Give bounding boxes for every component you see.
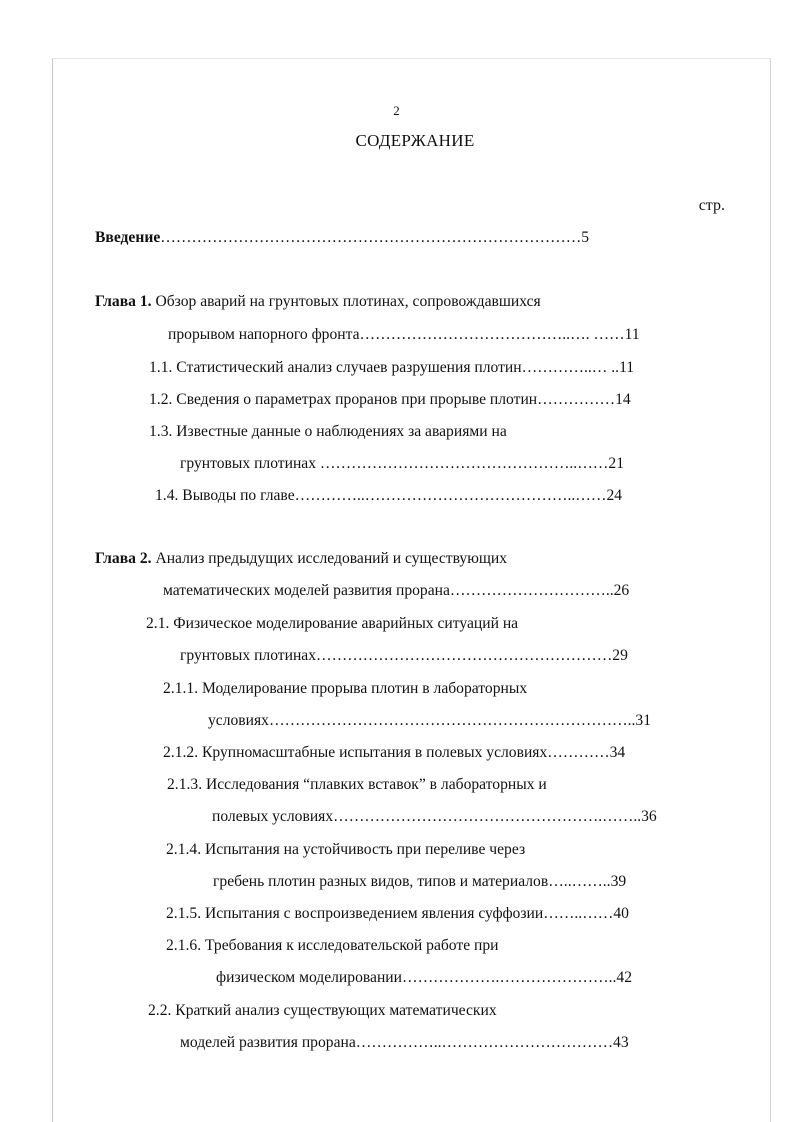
toc-entry-2-1-4-line2: гребень плотин разных видов, типов и материалов…..……..39 [213, 873, 627, 890]
toc-entry-2-1-line1: 2.1. Физическое моделирование аварийных ситуаций на [146, 615, 519, 632]
toc-entry-1-1: 1.1. Статистический анализ случаев разрушения плотин…………..… ..11 [149, 359, 635, 376]
scan-border-right [770, 58, 771, 1122]
toc-entry-2-1-1-line2: условиях……………………………………………………………..31 [208, 712, 652, 729]
scan-border-left [52, 58, 53, 1122]
toc-chapter-2-line1 [95, 549, 507, 569]
toc-entry-2-2-line2: моделей развития прорана……………..……………………………43 [180, 1034, 629, 1051]
toc-entry-2-1-2: 2.1.2. Крупномасштабные испытания в полевых условиях…………34 [163, 744, 626, 761]
toc-entry-2-1-3-line2: полевых условиях…………………………………………….……..36 [212, 808, 657, 825]
toc-chapter-1-line2: прорывом напорного фронта…………………………………..…. ……11 [168, 326, 640, 343]
toc-entry-2-1-3-line1: 2.1.3. Исследования “плавких вставок” в лабораторных и [167, 776, 547, 793]
chapter-2-title: Анализ предыдущих исследований и существующих [155, 550, 507, 567]
toc-entry-2-1-6-line2: физическом моделировании……………….…………………..42 [216, 969, 632, 986]
toc-entry-2-1-1-line1: 2.1.1. Моделирование прорыва плотин в лабораторных [163, 680, 528, 697]
toc-entry-1-3-line2: грунтовых плотинах …………………………………………..……21 [180, 455, 624, 472]
chapter-1-title: Обзор аварий на грунтовых плотинах, сопровождавшихся [155, 293, 541, 310]
toc-entry-intro [95, 228, 589, 248]
toc-entry-1-4: 1.4. Выводы по главе…………..…………………………………..……24 [155, 487, 623, 504]
toc-chapter-1-line1 [95, 292, 541, 312]
toc-entry-2-1-4-line1: 2.1.4. Испытания на устойчивость при переливе через [166, 841, 526, 858]
toc-entry-2-1-5: 2.1.5. Испытания с воспроизведением явления суффозии……..……40 [166, 905, 629, 922]
toc-entry-intro-dots: ……………………………………………………………………… [160, 229, 582, 246]
page-column-label: стр. [698, 197, 725, 214]
scan-border-top [52, 58, 770, 59]
toc-entry-intro-page: 5 [581, 229, 590, 246]
toc-entry-2-2-line1: 2.2. Краткий анализ существующих математических [148, 1002, 497, 1019]
toc-entry-1-2: 1.2. Сведения о параметрах проранов при прорыве плотин……………14 [149, 391, 631, 408]
chapter-2-prefix: Глава 2. [95, 550, 152, 567]
toc-entry-intro-label: Введение [95, 229, 161, 246]
toc-entry-1-3-line1: 1.3. Известные данные о наблюдениях за авариями на [149, 423, 507, 440]
chapter-1-prefix: Глава 1. [95, 293, 152, 310]
toc-chapter-2-line2: математических моделей развития прорана…………………………..26 [163, 582, 630, 599]
page-number: 2 [393, 103, 400, 118]
page-title: СОДЕРЖАНИЕ [355, 131, 475, 150]
toc-entry-2-1-line2: грунтовых плотинах…………………………………………………29 [180, 647, 628, 664]
toc-entry-2-1-6-line1: 2.1.6. Требования к исследовательской работе при [166, 937, 499, 954]
